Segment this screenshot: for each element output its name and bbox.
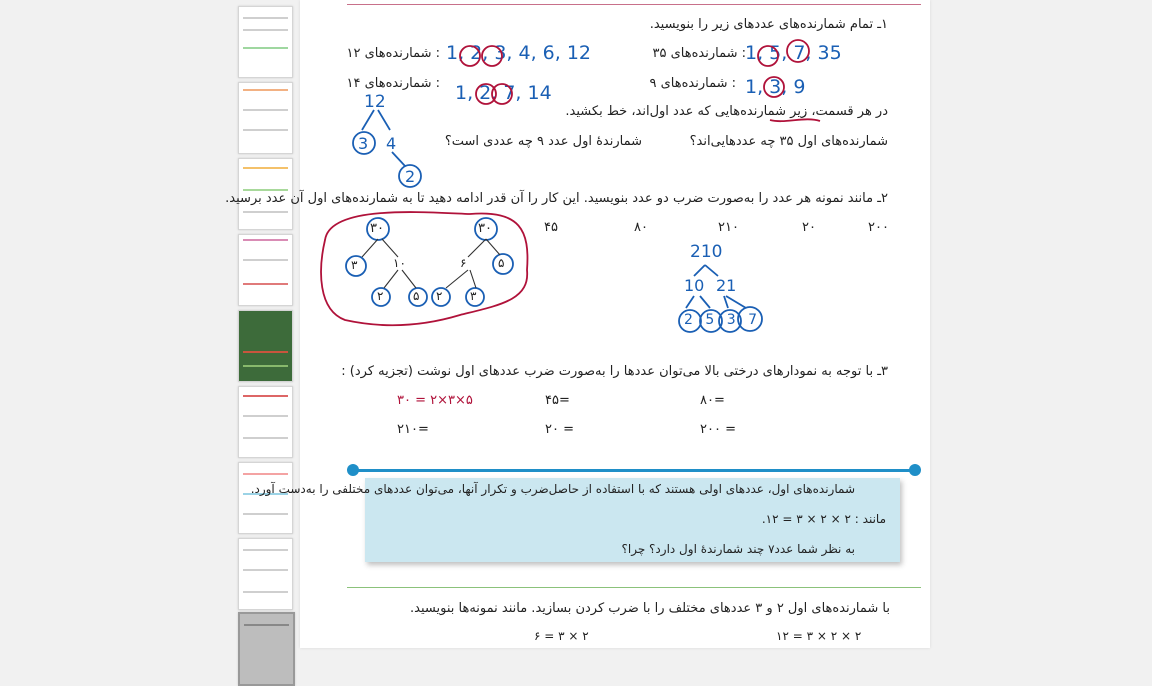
example-tree-leaf: ۵ [413, 289, 420, 303]
example-tree-mid: ۶ [460, 256, 467, 270]
prime-35-question: شمارنده‌های اول ۳۵ چه عددهایی‌اند؟ [689, 134, 888, 149]
q3-row2-item: ۲۰۰ = [700, 422, 736, 437]
q3-row1-example: ۳۰ = ۲×۳×۵ [397, 393, 473, 408]
q2-title: ۲ـ مانند نمونه هر عدد را به‌صورت ضرب دو عدد بنویسید. این کار را آن قدر ادامه دهید تا به شمارنده‌های اول آن عدد برسید. [225, 191, 888, 206]
q2-number: ۸۰ [634, 220, 648, 235]
handwritten-tree-12-a: 3 [358, 134, 369, 153]
q1-title: ۱ـ تمام شمارنده‌های عددهای زیر را بنویسید. [649, 17, 888, 32]
divisors-9-label: : شمارنده‌های ۹ [649, 76, 736, 91]
bottom-instruction: با شمارنده‌های اول ۲ و ۳ عددهای مختلف را با ضرب کردن بسازید. مانند نمونه‌ها بنویسید. [410, 601, 890, 616]
infobox-rule-handle-right [909, 464, 921, 476]
q3-row1-item: ۸۰= [700, 393, 725, 408]
bottom-example: ۶ = ۳ × ۲ [534, 629, 589, 643]
example-tree-leaf: ۵ [498, 256, 505, 270]
infobox-rule-handle-left [347, 464, 359, 476]
example-tree-mid: ۱۰ [393, 256, 406, 270]
infobox-line-1: شمارنده‌های اول، عددهای اولی هستند که با استفاده از حاصل‌ضرب و تکرار آنها، می‌توان عددهای مختلفی را به‌دست آورد. [250, 482, 855, 496]
q3-title: ۳ـ با توجه به نمودارهای درختی بالا می‌توان عددها را به‌صورت ضرب عددهای اول نوشت (تجزیه کرد) : [341, 364, 888, 379]
q2-number: ۴۵ [544, 220, 558, 235]
handwritten-divisors-9: 1, 3, 9 [745, 76, 806, 98]
handwritten-tree-12-top: 12 [364, 92, 386, 112]
handwritten-tree-12-c: 2 [405, 167, 416, 186]
handwritten-tree-12-b: 4 [386, 134, 397, 153]
divisors-35-label: : شمارنده‌های ۳۵ [652, 46, 746, 61]
handwritten-210: 210 [690, 242, 723, 262]
bottom-example: ۱۲ = ۳ × ۲ × ۲ [776, 629, 862, 643]
example-tree-leaf: ۳ [351, 258, 358, 272]
q3-row1-item: ۴۵= [545, 393, 570, 408]
example-tree-leaf: ۲ [436, 289, 443, 303]
example-tree-top: ۳۰ [370, 221, 384, 236]
q2-number: ۲۰۰ [868, 220, 889, 235]
handwritten-divisors-14: 1, 2, 7, 14 [455, 82, 552, 104]
infobox-rule [353, 469, 915, 472]
divisors-12-label: : شمارنده‌های ۱۲ [346, 46, 440, 61]
example-tree-top: ۳۰ [478, 221, 492, 236]
handwritten-10: 10 [684, 276, 705, 295]
section-divider [347, 587, 921, 588]
example-tree-leaf: ۲ [377, 289, 384, 303]
infobox-line-3: به نظر شما عدد۷ چند شمارندهٔ اول دارد؟ چرا؟ [621, 542, 855, 556]
infobox-line-2: مانند : ۲ × ۲ × ۳ = ۱۲. [761, 512, 886, 526]
q2-number: ۲۰ [802, 220, 816, 235]
underline-instruction: در هر قسمت، زیر شمارنده‌هایی که عدد اول‌اند، خط بکشید. [565, 104, 888, 119]
handwritten-divisors-12: 1, 2, 3, 4, 6, 12 [446, 42, 592, 64]
handwritten-prime-leaves: 2 5 3 7 [684, 312, 761, 328]
handwritten-divisors-35: 1, 5, 7, 35 [745, 42, 842, 64]
divisors-14-label: : شمارنده‌های ۱۴ [346, 76, 440, 91]
prime-9-question: شمارندهٔ اول عدد ۹ چه عددی است؟ [444, 134, 642, 149]
q3-row2-item: ۲۱۰= [397, 422, 429, 437]
example-tree-leaf: ۳ [470, 289, 477, 303]
q2-number: ۲۱۰ [718, 220, 739, 235]
q3-row2-item: ۲۰ = [545, 422, 574, 437]
handwritten-21: 21 [716, 276, 737, 295]
